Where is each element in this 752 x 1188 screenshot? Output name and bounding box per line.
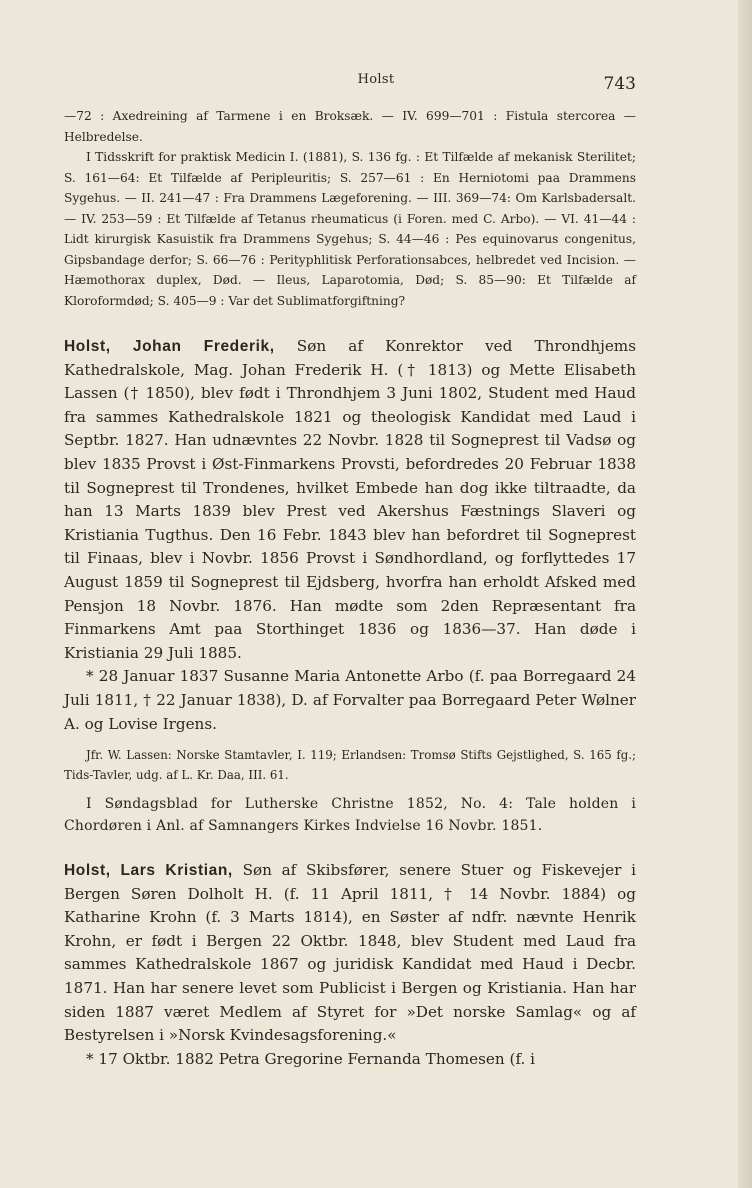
entry-heading: Holst, Johan Frederik, bbox=[64, 338, 275, 355]
prev-entry-continuation: —72 : Axedreining af Tarmene i en Broksæk. — IV. 699—701 : Fistula stercorea — Helbredelse. bbox=[64, 109, 636, 144]
entry-holst-johan-frederik bbox=[64, 335, 636, 665]
entry-biography: Søn af Skibsfører, senere Stuer og Fiskevejer i Bergen Søren Dolholt H. (f. 11 April 1811, † 14 Novbr. 1884) og Katharine Krohn (f. 3 Marts 1814), en Søster af ndfr. nævnte Henrik Krohn, er født i Bergen 22 Oktbr. 1848, blev Student med Laud fra sammes Kathedralskole 1867 og juridisk Kandidat med Haud i Decbr. 1871. Han har senere levet som Publicist i Bergen og Kristiania. Han har siden 1887 været Medlem af Styret for »Det norske Samlag« og af Bestyrelsen i »Norsk Kvindesagsforening.« bbox=[64, 861, 637, 1045]
prev-entry-journal-list: I Tidsskrift for praktisk Medicin I. (1881), S. 136 fg. : Et Tilfælde af mekanisk Sterilitet; S. 161—64: Et Tilfælde af Peripleuritis; S. 257—61 : En Herniotomi paa Drammens Sygehus. — II. 241—47 : Fra Drammens Lægeforening. — III. 369—74: Om Karlsbadersalt. — IV. 253—59 : Et Tilfælde af Tetanus rheumaticus (i Foren. med C. Arbo). — VI. 41—44 : Lidt kirurgisk Kasuistik fra Drammens Sygehus; S. 44—46 : Pes equinovarus congenitus, Gipsbandage derfor; S. 66—76 : Perityphlitisk Perforationsabces, helbredet ved Incision. — Hæmothorax duplex, Død. — Ileus, Laparotomia, Død; S. 85—90: Et Tilfælde af Kloroformdød; S. 405—9 : Var det Sublimatforgiftning? bbox=[64, 150, 636, 308]
entry-holst-lars-kristian bbox=[64, 859, 636, 1048]
running-head: Holst bbox=[357, 72, 395, 87]
entry-heading: Holst, Lars Kristian, bbox=[64, 862, 233, 880]
page-content bbox=[64, 106, 636, 1071]
publication-note: I Søndagsblad for Lutherske Christne 1852, No. 4: Tale holden i Chordøren i Anl. af Samnangers Kirkes Indvielse 16 Novbr. 1851. bbox=[64, 796, 636, 835]
page-number: 743 bbox=[603, 74, 636, 94]
entry-biography: Søn af Konrektor ved Throndhjems Kathedralskole, Mag. Johan Frederik H. († 1813) og Mette Elisabeth Lassen († 1850), blev født i Throndhjem 3 Juni 1802, Student med Haud fra sammes Kathedralskole 1821 og theologisk Kandidat med Laud i Septbr. 1827. Han udnævntes 22 Novbr. 1828 til Sogneprest til Vadsø og blev 1835 Provst i Øst-Finmarkens Provsti, befordredes 20 Februar 1838 til Sogneprest til Trondenes, hvilket Embede han dog ikke tiltraadte, da han 13 Marts 1839 blev Prest ved Akershus Fæstnings Slaveri og Kristiania Tugthus. Den 16 Febr. 1843 blev han befordret til Sogneprest til Finaas, blev i Novbr. 1856 Provst i Søndhordland, og forflyttedes 17 August 1859 til Sogneprest til Ejdsberg, hvorfra han erholdt Afsked med Pensjon 18 Novbr. 1876. Han mødte som 2den Repræsentant fra Finmarkens Amt paa Storthinget 1836 og 1836—37. Han døde i Kristiania 29 Juli 1885. bbox=[64, 337, 637, 662]
marriage-note: * 28 Januar 1837 Susanne Maria Antonette Arbo (f. paa Borregaard 24 Juli 1811, † 22 Januar 1838), D. af Forvalter paa Borregaard Peter Wølner A. og Lovise Irgens. bbox=[64, 667, 636, 733]
marriage-note: * 17 Oktbr. 1882 Petra Gregorine Fernanda Thomesen (f. i bbox=[86, 1049, 536, 1068]
page-edge bbox=[738, 0, 752, 1188]
references: Jfr. W. Lassen: Norske Stamtavler, I. 119; Erlandsen: Tromsø Stifts Gejstlighed, S. 165 fg.; Tids-Tavler, udg. af L. Kr. Daa, III. 61. bbox=[64, 748, 636, 782]
